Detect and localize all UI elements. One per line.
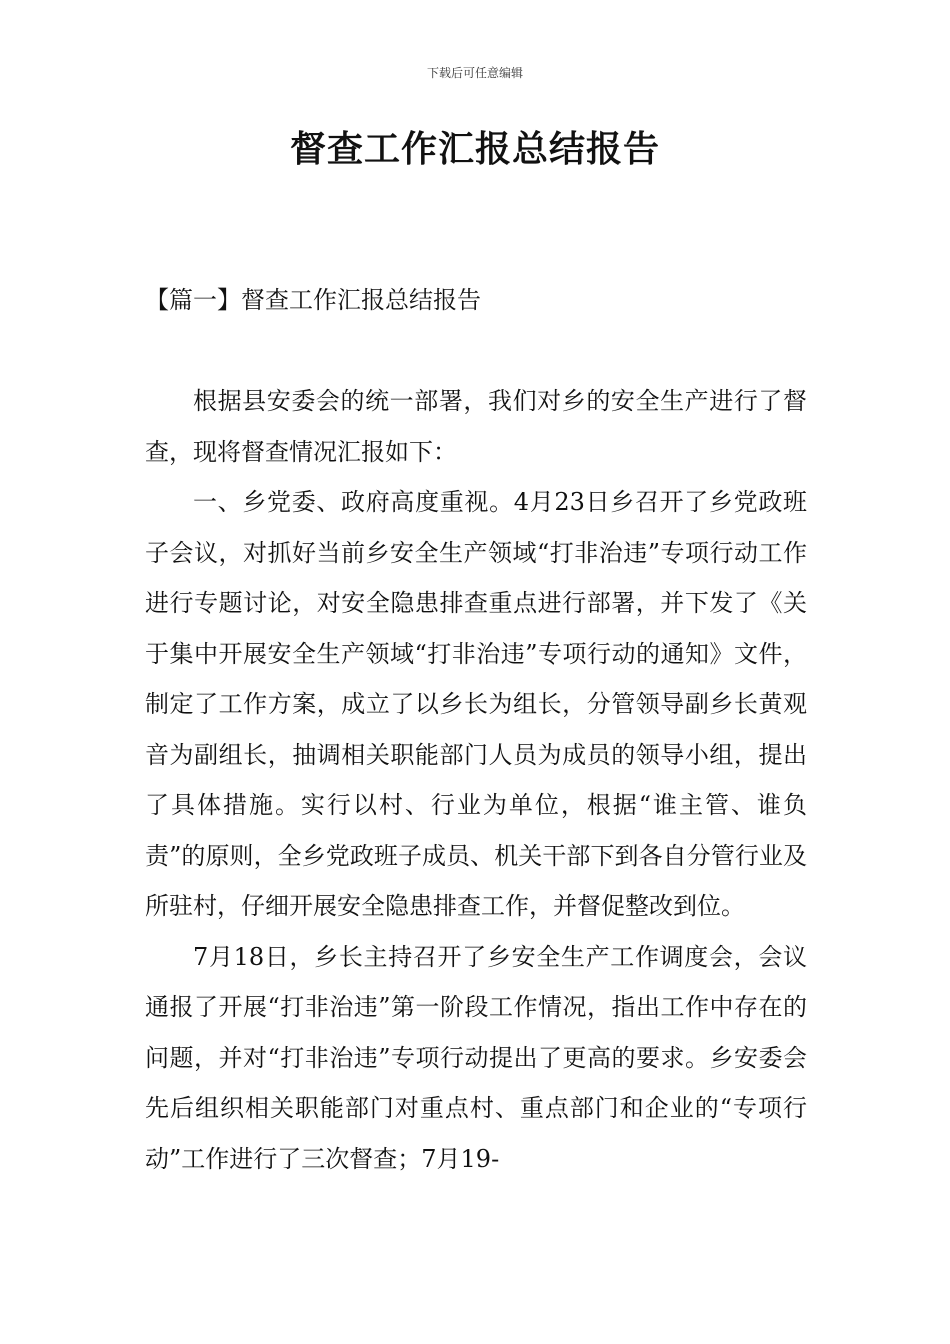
paragraph-point-one: 一、乡党委、政府高度重视。4月23日乡召开了乡党政班子会议，对抓好当前乡安全生产领域“打非治违”专项行动工作进行专题讨论，对安全隐患排查重点进行部署，并下发了《关于集中开展安全生产领域“打非治违”专项行动的通知》文件，制定了工作方案，成立了以乡长为组长，分管领导副乡长黄观音为副组长，抽调相关职能部门人员为成员的领导小组，提出了具体措施。实行以村、行业为单位，根据“谁主管、谁负责”的原则，全乡党政班子成员、机关干部下到各自分管行业及所驻村，仔细开展安全隐患排查工作，并督促整改到位。 bbox=[145, 488, 807, 920]
paragraph-intro: 根据县安委会的统一部署，我们对乡的安全生产进行了督查，现将督查情况汇报如下： bbox=[145, 387, 807, 466]
page-header-note: 下载后可任意编辑 bbox=[426, 66, 523, 80]
paragraph-july-meeting: 7月18日，乡长主持召开了乡安全生产工作调度会，会议通报了开展“打非治违”第一阶段工作情况，指出工作中存在的问题，并对“打非治违”专项行动提出了更高的要求。乡安委会先后组织相关职能部门对重点村、重点部门和企业的“专项行动”工作进行了三次督查；7月19- bbox=[145, 942, 807, 1173]
document-body bbox=[145, 376, 807, 1184]
document-title: 督查工作汇报总结报告 bbox=[289, 129, 660, 170]
section-heading: 【篇一】督查工作汇报总结报告 bbox=[145, 286, 481, 314]
